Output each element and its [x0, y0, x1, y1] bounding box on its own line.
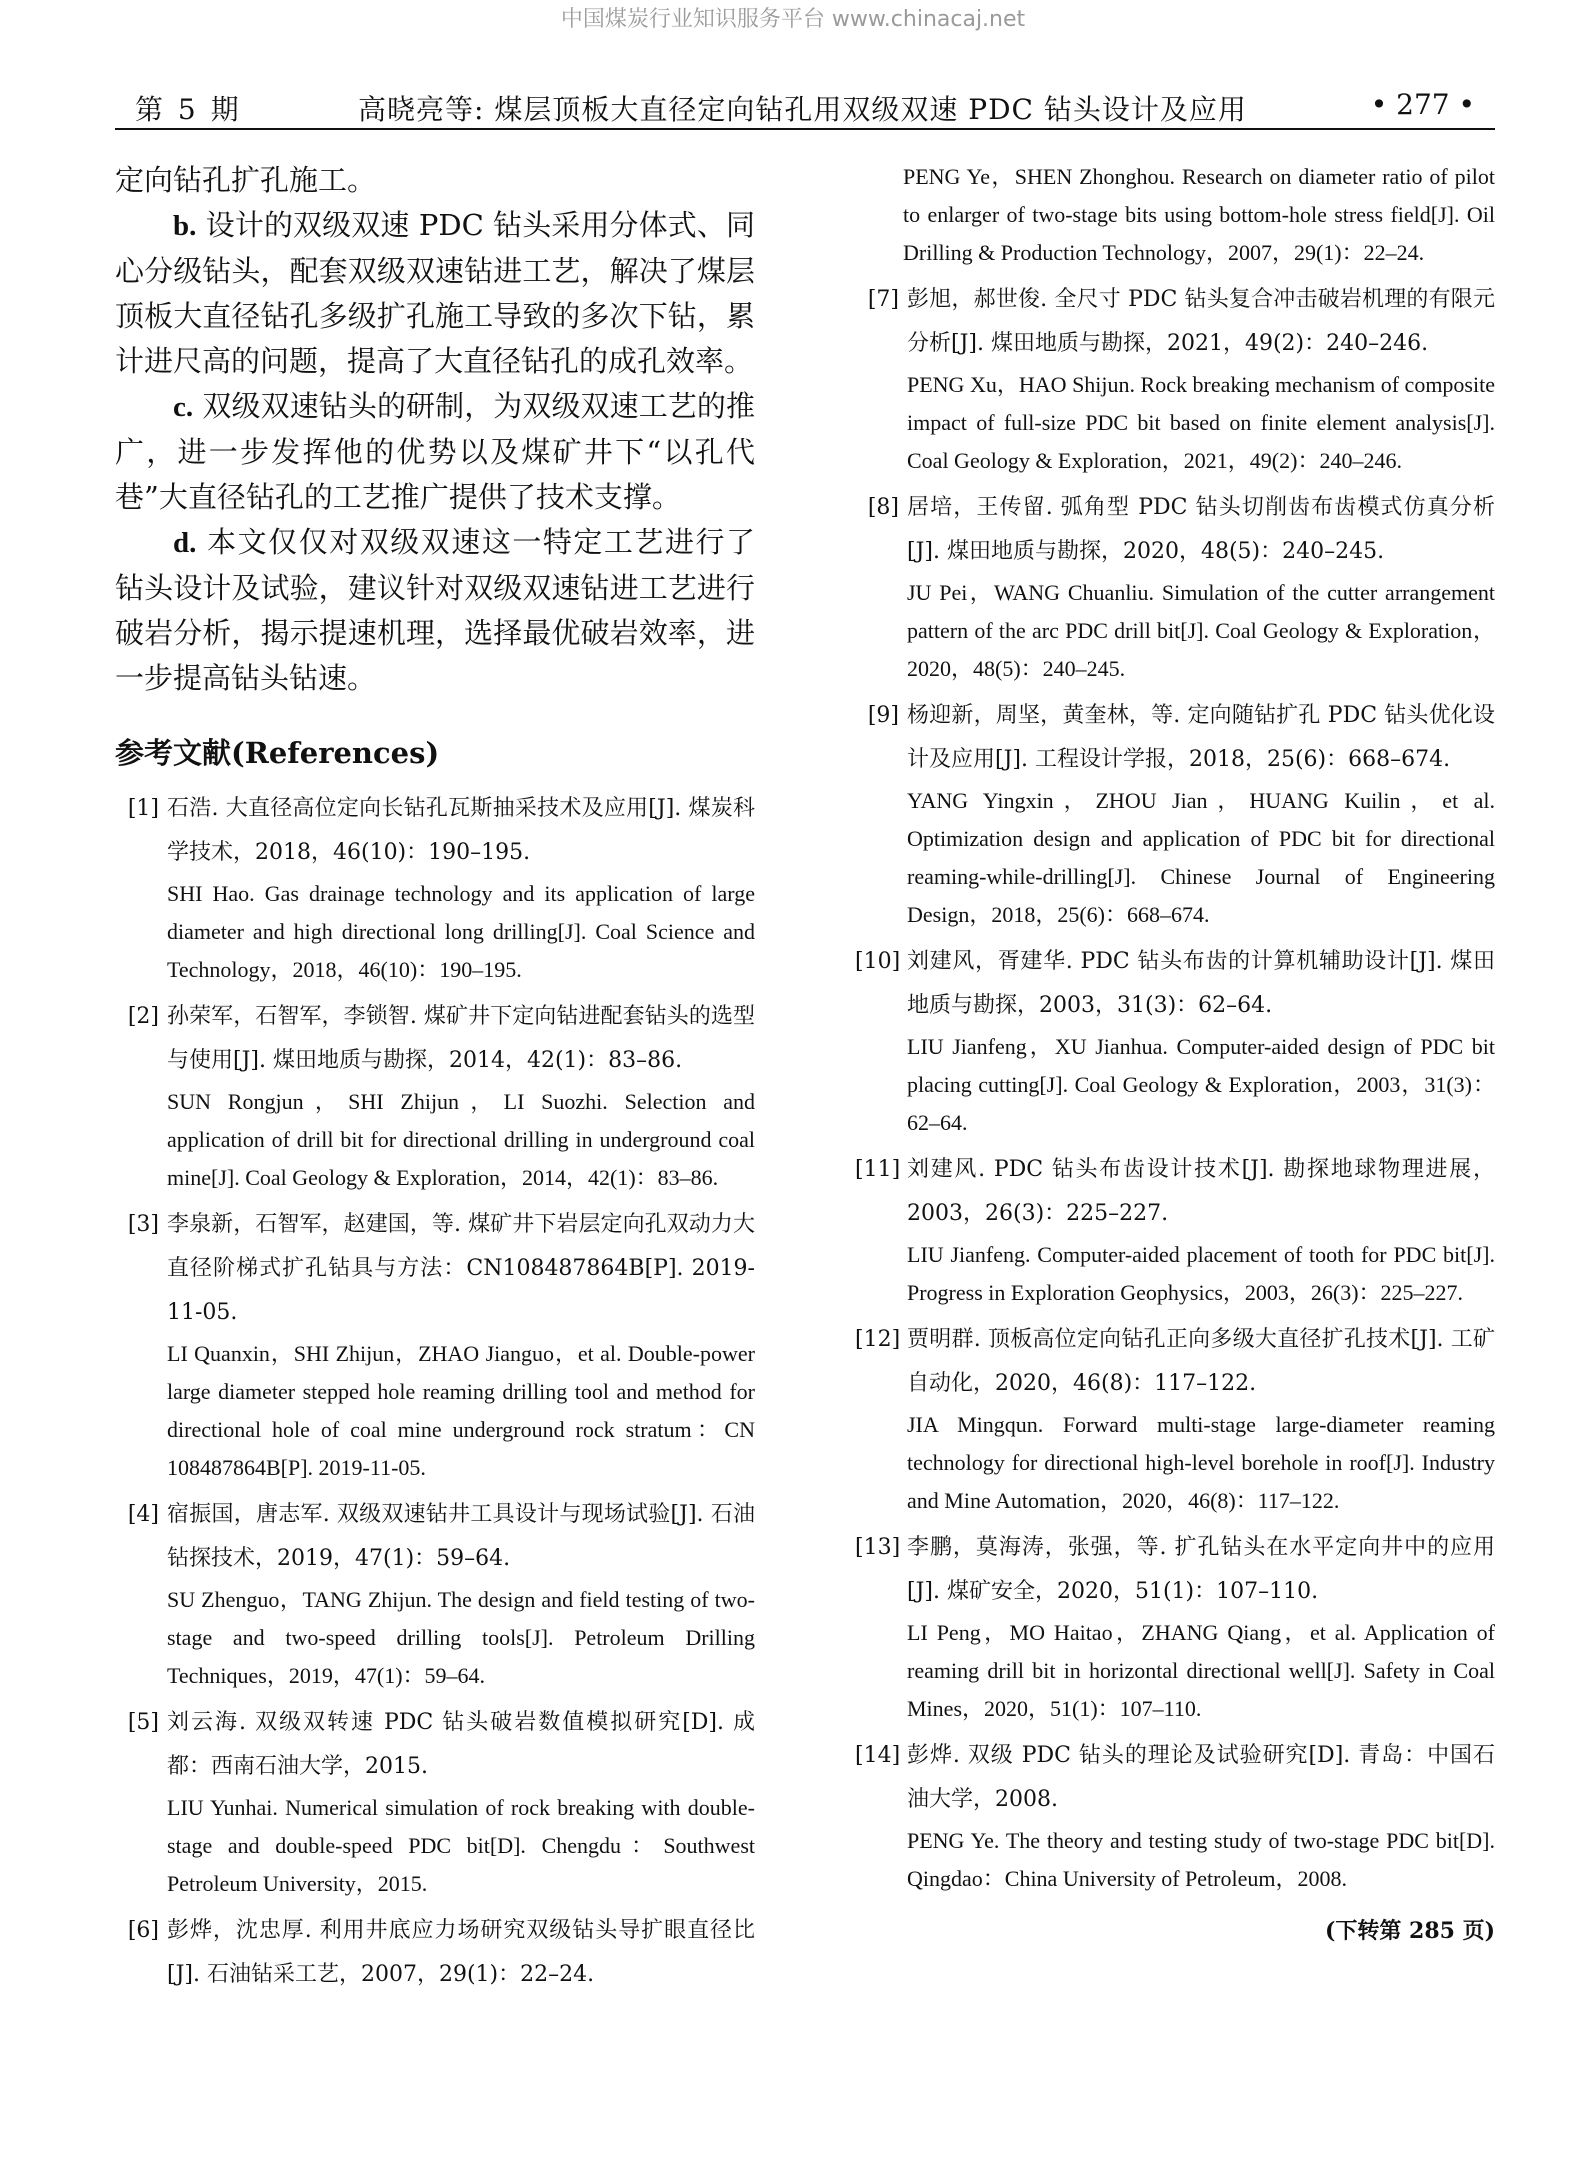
reference-item [855, 1526, 1495, 1728]
reference-en: LI Quanxin，SHI Zhijun，ZHAO Jianguo，et al. Double-power large diameter stepped hole reaming drilling tool and method for directional hole of coal mine underground rock stratum：CN 108487864B[P]. 2019-11-05. [167, 1341, 755, 1480]
conclusion-text [115, 158, 755, 701]
reference-number: [2] [127, 1004, 159, 1029]
reference-item [855, 278, 1495, 480]
reference-number: [8] [867, 495, 899, 520]
item-label: c. [173, 391, 194, 423]
reference-item [855, 1318, 1495, 1520]
reference-zh: 贾明群. 顶板高位定向钻孔正向多级大直径扩孔技术[J]. 工矿自动化，2020，46(8)：117–122. [907, 1327, 1495, 1396]
reference-en: LI Peng，MO Haitao，ZHANG Qiang，et al. Application of reaming drill bit in horizontal directional well[J]. Safety in Coal Mines，2020，51(1)：107–110. [907, 1620, 1495, 1721]
running-header [115, 88, 1495, 130]
reference-zh: 居培，王传留. 弧角型 PDC 钻头切削齿布齿模式仿真分析[J]. 煤田地质与勘探，2020，48(5)：240–245. [907, 495, 1495, 564]
reference-number: [12] [855, 1327, 901, 1352]
reference-en: PENG Ye，SHEN Zhonghou. Research on diameter ratio of pilot to enlarger of two-stage bits using bottom-hole stress field[J]. Oil Drilling & Production Technology，2007，29(1)：22–24. [903, 164, 1495, 265]
paragraph [115, 520, 755, 701]
reference-en: SHI Hao. Gas drainage technology and its application of large diameter and high directional long drilling[J]. Coal Science and Technology，2018，46(10)：190–195. [167, 881, 755, 982]
reference-item [855, 486, 1495, 688]
reference-en: JIA Mingqun. Forward multi-stage large-diameter reaming technology for directional high-level borehole in roof[J]. Industry and Mine Automation，2020，46(8)：117–122. [907, 1412, 1495, 1513]
reference-zh: 彭烨. 双级 PDC 钻头的理论及试验研究[D]. 青岛：中国石油大学，2008. [907, 1743, 1495, 1812]
reference-number: [11] [855, 1157, 901, 1182]
reference-en: SUN Rongjun，SHI Zhijun，LI Suozhi. Selection and application of drill bit for directional drilling in underground coal mine[J]. Coal Geology & Exploration，2014，42(1)：83–86. [167, 1089, 755, 1190]
item-text: 本文仅仅对双级双速这一特定工艺进行了钻头设计及试验，建议针对双级双速钻进工艺进行破岩分析，揭示提速机理，选择最优破岩效率，进一步提高钻头钻速。 [115, 525, 755, 695]
running-title: 高晓亮等: 煤层顶板大直径定向钻孔用双级双速 PDC 钻头设计及应用 [358, 93, 1247, 126]
issue-number: 第 5 期 [135, 93, 242, 126]
reference-number: [10] [855, 949, 901, 974]
continued-note: (下转第 285 页) [1324, 1918, 1495, 1944]
item-text: 设计的双级双速 PDC 钻头采用分体式、同心分级钻头，配套双级双速钻进工艺，解决了煤层顶板大直径钻孔多级扩孔施工导致的多次下钻，累计进尺高的问题，提高了大直径钻孔的成孔效率。 [115, 208, 755, 378]
item-label: d. [173, 527, 197, 559]
reference-item [855, 694, 1495, 934]
watermark: 中国煤炭行业知识服务平台 www.chinacaj.net [560, 7, 1026, 32]
reference-zh: 刘建风，胥建华. PDC 钻头布齿的计算机辅助设计[J]. 煤田地质与勘探，2003，31(3)：62–64. [907, 949, 1495, 1018]
reference-zh: 彭烨，沈忠厚. 利用井底应力场研究双级钻头导扩眼直径比[J]. 石油钻采工艺，2007，29(1)：22–24. [167, 1918, 755, 1987]
reference-zh: 宿振国，唐志军. 双级双速钻井工具设计与现场试验[J]. 石油钻探技术，2019，47(1)：59–64. [167, 1502, 755, 1571]
reference-item-continued [855, 158, 1495, 272]
item-text: 双级双速钻头的研制，为双级双速工艺的推广，进一步发挥他的优势以及煤矿井下“以孔代巷”大直径钻孔的工艺推广提供了技术支撑。 [115, 389, 755, 514]
reference-zh: 刘建风. PDC 钻头布齿设计技术[J]. 勘探地球物理进展，2003，26(3)：225–227. [907, 1157, 1495, 1226]
reference-en: JU Pei，WANG Chuanliu. Simulation of the cutter arrangement pattern of the arc PDC drill bit[J]. Coal Geology & Exploration，2020，48(5)：240–245. [907, 580, 1495, 681]
references-heading: 参考文献(References) [115, 736, 440, 770]
reference-number: [1] [127, 796, 159, 821]
reference-number: [13] [855, 1535, 901, 1560]
reference-item [115, 787, 755, 989]
reference-zh: 孙荣军，石智军，李锁智. 煤矿井下定向钻进配套钻头的选型与使用[J]. 煤田地质与勘探，2014，42(1)：83–86. [167, 1004, 755, 1073]
reference-item [115, 995, 755, 1197]
paragraph [115, 384, 755, 520]
reference-zh: 石浩. 大直径高位定向长钻孔瓦斯抽采技术及应用[J]. 煤炭科学技术，2018，46(10)：190–195. [167, 796, 755, 865]
reference-zh: 彭旭，郝世俊. 全尺寸 PDC 钻头复合冲击破岩机理的有限元分析[J]. 煤田地质与勘探，2021，49(2)：240–246. [907, 287, 1495, 356]
right-column [855, 158, 1495, 1945]
reference-zh: 刘云海. 双级双转速 PDC 钻头破岩数值模拟研究[D]. 成都：西南石油大学，2015. [167, 1710, 755, 1779]
reference-number: [14] [855, 1743, 901, 1768]
paragraph [115, 203, 755, 384]
reference-en: LIU Jianfeng. Computer-aided placement of tooth for PDC bit[J]. Progress in Exploration Geophysics，2003，26(3)：225–227. [907, 1242, 1495, 1305]
reference-number: [9] [867, 703, 899, 728]
reference-en: SU Zhenguo，TANG Zhijun. The design and field testing of two-stage and two-speed drilling tools[J]. Petroleum Drilling Techniques，2019，47(1)：59–64. [167, 1587, 755, 1688]
reference-number: [4] [127, 1502, 159, 1527]
item-label: b. [173, 210, 197, 242]
reference-item [115, 1203, 755, 1487]
reference-zh: 李鹏，莫海涛，张强，等. 扩孔钻头在水平定向井中的应用[J]. 煤矿安全，2020，51(1)：107–110. [907, 1535, 1495, 1604]
reference-en: LIU Jianfeng，XU Jianhua. Computer-aided design of PDC bit placing cutting[J]. Coal Geology & Exploration，2003，31(3)：62–64. [907, 1034, 1495, 1135]
reference-item [115, 1701, 755, 1903]
paragraph: 定向钻孔扩孔施工。 [115, 163, 377, 197]
reference-item [115, 1909, 755, 1997]
reference-en: PENG Xu，HAO Shijun. Rock breaking mechanism of composite impact of full-size PDC bit based on finite element analysis[J]. Coal Geology & Exploration，2021，49(2)：240–246. [907, 372, 1495, 473]
reference-en: PENG Ye. The theory and testing study of two-stage PDC bit[D]. Qingdao：China University of Petroleum，2008. [907, 1828, 1495, 1891]
reference-en: LIU Yunhai. Numerical simulation of rock breaking with double-stage and double-speed PDC bit[D]. Chengdu：Southwest Petroleum University，2015. [167, 1795, 755, 1896]
reference-number: [6] [127, 1918, 159, 1943]
reference-zh: 李泉新，石智军，赵建国，等. 煤矿井下岩层定向孔双动力大直径阶梯式扩孔钻具与方法：CN108487864B[P]. 2019-11-05. [167, 1212, 755, 1325]
reference-number: [3] [127, 1212, 159, 1237]
reference-item [855, 1734, 1495, 1898]
reference-number: [5] [127, 1710, 159, 1735]
left-column [115, 158, 755, 1997]
reference-en: YANG Yingxin，ZHOU Jian，HUANG Kuilin，et al. Optimization design and application of PDC bit for directional reaming-while-drilling[J]. Chinese Journal of Engineering Design，2018，25(6)：668–674. [907, 788, 1495, 927]
reference-item [855, 940, 1495, 1142]
reference-number: [7] [867, 287, 899, 312]
reference-zh: 杨迎新，周坚，黄奎林，等. 定向随钻扩孔 PDC 钻头优化设计及应用[J]. 工程设计学报，2018，25(6)：668–674. [907, 703, 1495, 772]
reference-item [115, 1493, 755, 1695]
page-number: • 277 • [1370, 88, 1475, 121]
reference-item [855, 1148, 1495, 1312]
